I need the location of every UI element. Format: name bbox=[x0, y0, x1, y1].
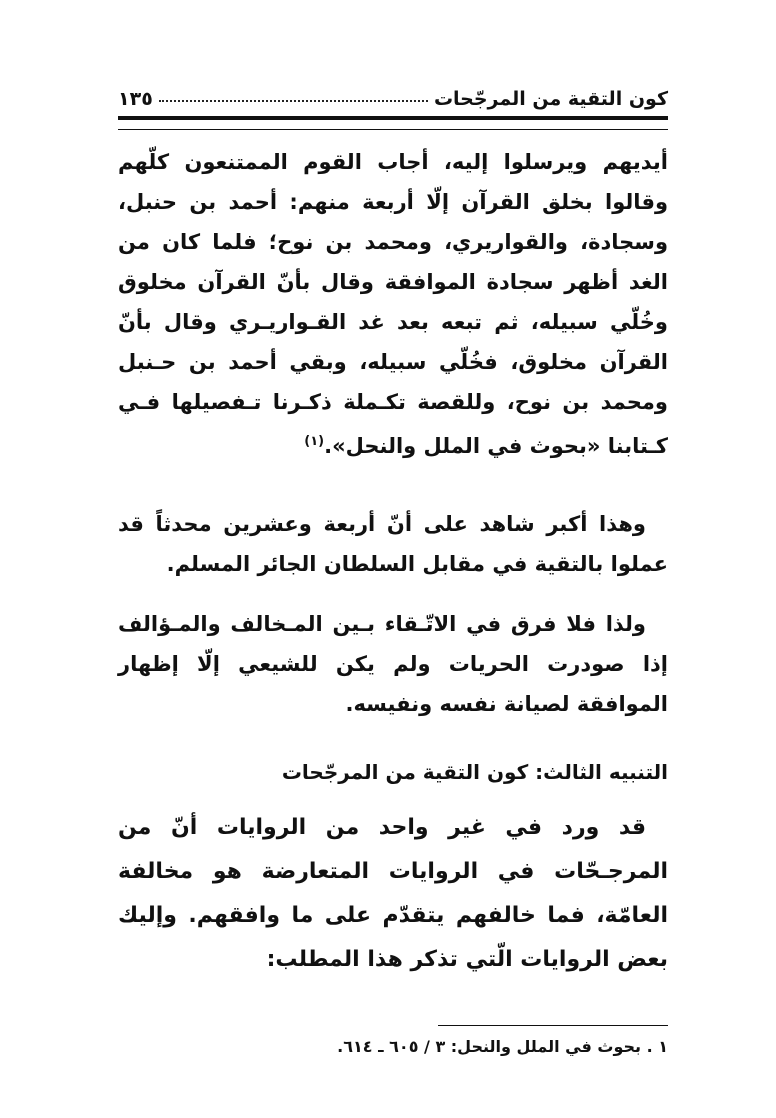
footnote: ١ . بحوث في الملل والنحل: ٣ / ٦٠٥ ـ ٦١٤. bbox=[337, 1037, 668, 1056]
body-text bbox=[118, 142, 668, 982]
running-title: كون التقية من المرجّحات bbox=[433, 88, 668, 110]
header-double-rule bbox=[118, 116, 668, 130]
paragraph-1-text: أيديهم ويرسلوا إليه، أجاب القوم الممتنعون كلّهم وقالوا بخلق القرآن إلّا أربعة منهم: أحمد بن حنبل، وسجادة، والقواريري، ومحمد بن نوح؛ فلما كان من الغد أظهر سجادة الموافقة وقال بأنّ القرآن مخلوق وخُلّي سبيله، ثم تبعه بعد غد القـواريـري وقال بأنّ القرآن مخلوق، فخُلّي سبيله، وبقي أحمد بن حـنبل ومحمد بن نوح، وللقصة تكـملة ذكـرنا تـفصيلها فـي كـتابنا «بحوث في الملل والنحل». bbox=[118, 150, 668, 458]
page-number: ١٣٥ bbox=[118, 88, 153, 110]
footnote-marker: (١) bbox=[304, 434, 325, 449]
paragraph-1 bbox=[118, 142, 668, 504]
running-header bbox=[118, 70, 668, 110]
section-paragraph: قد ورد في غير واحد من الروايات أنّ من المرجـحّات في الروايات المتعارضة هو مخالفة العامّة، فما خالفهم يتقدّم على ما وافقهم. وإليك بعض الروايات الّتي تذكر هذا المطلب: bbox=[118, 815, 668, 972]
footnote-separator bbox=[438, 1025, 668, 1026]
paragraph-3: ولذا فلا فرق في الاتّـقاء بـين المـخالف والمـؤالف إذا صودرت الحريات ولم يكن للشيعي إلّا إظهار الموافقة لصيانة نفسه ونفيسه. bbox=[118, 612, 668, 716]
leader-dots bbox=[159, 98, 428, 102]
section-heading: التنبيه الثالث: كون التقية من المرجّحات bbox=[281, 760, 668, 784]
paragraph-2: وهذا أكبر شاهد على أنّ أربعة وعشرين محدثاً قد عملوا بالتقية في مقابل السلطان الجائر المسلم. bbox=[118, 512, 668, 576]
